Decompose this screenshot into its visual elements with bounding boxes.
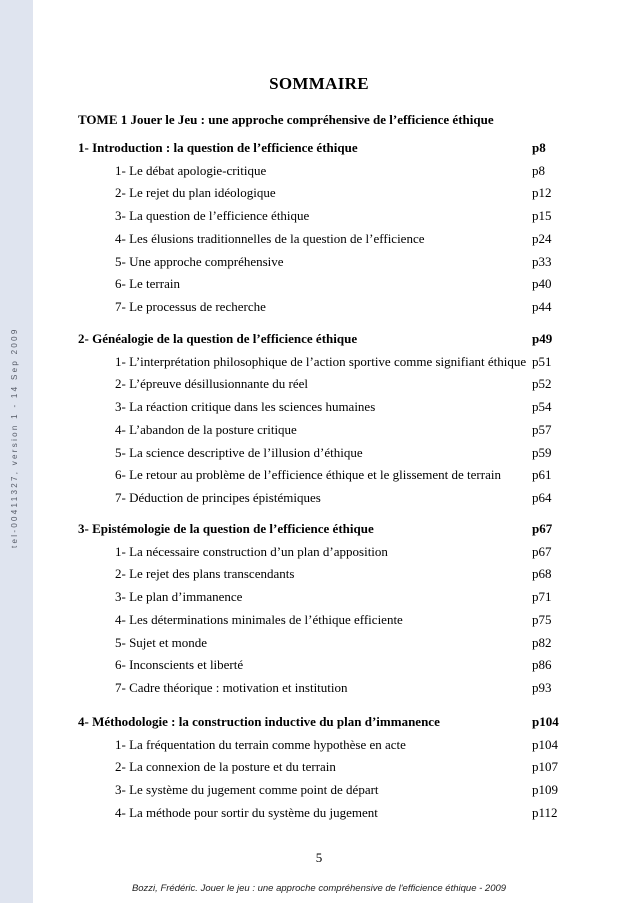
- toc-entry-label: 6- Le retour au problème de l’efficience éthique et le glissement de terrain: [115, 467, 501, 483]
- toc-entry-page: p15: [532, 208, 552, 224]
- toc-section-heading: [0, 521, 638, 541]
- toc-entry: [0, 422, 638, 442]
- toc-entry: [0, 737, 638, 757]
- toc-entry-label: 5- La science descriptive de l’illusion d’éthique: [115, 444, 363, 460]
- toc-entry-page: p68: [532, 566, 552, 582]
- toc-entry: [0, 399, 638, 419]
- toc-entry-label: 5- Sujet et monde: [115, 634, 208, 650]
- toc-entry-page: p93: [532, 679, 552, 695]
- toc-entry-label: 1- La nécessaire construction d’un plan d’apposition: [115, 543, 388, 559]
- toc-entry-label: 2- Le rejet des plans transcendants: [115, 566, 295, 582]
- toc-entry: [0, 254, 638, 274]
- toc-entry-label: 2- Le rejet du plan idéologique: [115, 185, 276, 201]
- toc-heading-page: p8: [532, 140, 546, 155]
- toc-entry-page: p52: [532, 376, 552, 392]
- toc-entry-label: 6- Inconscients et liberté: [115, 657, 244, 673]
- toc-entry-label: 2- La connexion de la posture et du terrain: [115, 759, 336, 775]
- toc-section-heading: [0, 140, 638, 160]
- toc-entry: [0, 445, 638, 465]
- toc-entry: [0, 354, 638, 374]
- toc-entry: [0, 490, 638, 510]
- toc-entry-label: 3- La question de l’efficience éthique: [115, 208, 310, 224]
- toc-entry-page: p8: [532, 162, 545, 178]
- toc-entry-label: 4- La méthode pour sortir du système du jugement: [115, 804, 378, 820]
- toc-entry-label: 4- Les élusions traditionnelles de la question de l’efficience: [115, 230, 425, 246]
- page-number: 5: [315, 850, 323, 865]
- toc-entry-page: p12: [532, 185, 552, 201]
- toc-entry: [0, 782, 638, 802]
- toc-entry: [0, 759, 638, 779]
- toc-entry: [0, 185, 638, 205]
- toc-entry: [0, 376, 638, 396]
- toc-entry: [0, 657, 638, 677]
- toc-entry-label: 7- Déduction de principes épistémiques: [115, 489, 321, 505]
- toc-entry: [0, 635, 638, 655]
- toc-entry: [0, 566, 638, 586]
- toc-heading-label: 2- Généalogie de la question de l’efficience éthique: [78, 331, 358, 346]
- tome-heading: TOME 1 Jouer le Jeu : une approche compréhensive de l’efficience éthique: [78, 112, 494, 127]
- toc-heading-label: 1- Introduction : la question de l’efficience éthique: [78, 140, 358, 155]
- page-title: SOMMAIRE: [269, 74, 369, 93]
- toc-entry-label: 4- Les déterminations minimales de l’éthique efficiente: [115, 611, 403, 627]
- toc-entry: [0, 612, 638, 632]
- toc-entry-page: p64: [532, 489, 552, 505]
- toc-entry-page: p86: [532, 657, 552, 673]
- toc-entry: [0, 276, 638, 296]
- toc-entry: [0, 680, 638, 700]
- toc-entry-page: p104: [532, 736, 558, 752]
- toc-entry-label: 3- La réaction critique dans les sciences humaines: [115, 399, 376, 415]
- toc-section-heading: [0, 714, 638, 734]
- toc-heading-page: p49: [532, 331, 553, 346]
- toc-section-heading: [0, 331, 638, 351]
- toc-entry-label: 1- Le débat apologie-critique: [115, 162, 267, 178]
- toc-entry-label: 1- La fréquentation du terrain comme hypothèse en acte: [115, 736, 406, 752]
- toc-entry-page: p107: [532, 759, 558, 775]
- toc-entry-page: p75: [532, 611, 552, 627]
- toc-entry-page: p24: [532, 230, 552, 246]
- footer-citation: Bozzi, Frédéric. Jouer le jeu : une approche compréhensive de l'efficience éthique - 2009: [131, 883, 507, 894]
- toc-entry: [0, 467, 638, 487]
- toc-entry-label: 3- Le plan d’immanence: [115, 589, 243, 605]
- toc-entry: [0, 544, 638, 564]
- toc-entry-label: 1- L’interprétation philosophique de l’action sportive comme signifiant éthique: [115, 353, 527, 369]
- toc-entry-label: 7- Cadre théorique : motivation et institution: [115, 679, 348, 695]
- toc-entry-label: 5- Une approche compréhensive: [115, 253, 284, 269]
- toc-entry-page: p51: [532, 353, 552, 369]
- toc-heading-page: p67: [532, 521, 553, 536]
- toc-entry-page: p112: [532, 804, 558, 820]
- toc-entry-page: p40: [532, 276, 552, 292]
- toc-entry-page: p57: [532, 421, 552, 437]
- toc-entry-page: p82: [532, 634, 552, 650]
- toc-entry-label: 2- L’épreuve désillusionnante du réel: [115, 376, 309, 392]
- toc-entry-label: 6- Le terrain: [115, 276, 180, 292]
- toc-entry-page: p44: [532, 298, 552, 314]
- toc-entry: [0, 589, 638, 609]
- toc-entry-label: 7- Le processus de recherche: [115, 298, 266, 314]
- toc-entry-page: p33: [532, 253, 552, 269]
- toc-entry: [0, 805, 638, 825]
- toc-entry-label: 3- Le système du jugement comme point de départ: [115, 782, 379, 798]
- toc-entry-label: 4- L’abandon de la posture critique: [115, 421, 297, 437]
- toc-entry-page: p54: [532, 399, 552, 415]
- sidebar-watermark: tel-00411327, version 1 - 14 Sep 2009: [10, 327, 19, 548]
- toc-entry: [0, 208, 638, 228]
- toc-entry-page: p109: [532, 782, 558, 798]
- toc-heading-page: p104: [532, 714, 559, 729]
- toc-entry: [0, 163, 638, 183]
- toc-entry: [0, 299, 638, 319]
- toc-entry-page: p67: [532, 543, 552, 559]
- toc-entry-page: p61: [532, 467, 552, 483]
- toc-entry-page: p71: [532, 589, 552, 605]
- toc-entry: [0, 231, 638, 251]
- toc-heading-label: 3- Epistémologie de la question de l’efficience éthique: [78, 521, 374, 536]
- toc-entry-page: p59: [532, 444, 552, 460]
- toc-heading-label: 4- Méthodologie : la construction inductive du plan d’immanence: [78, 714, 440, 729]
